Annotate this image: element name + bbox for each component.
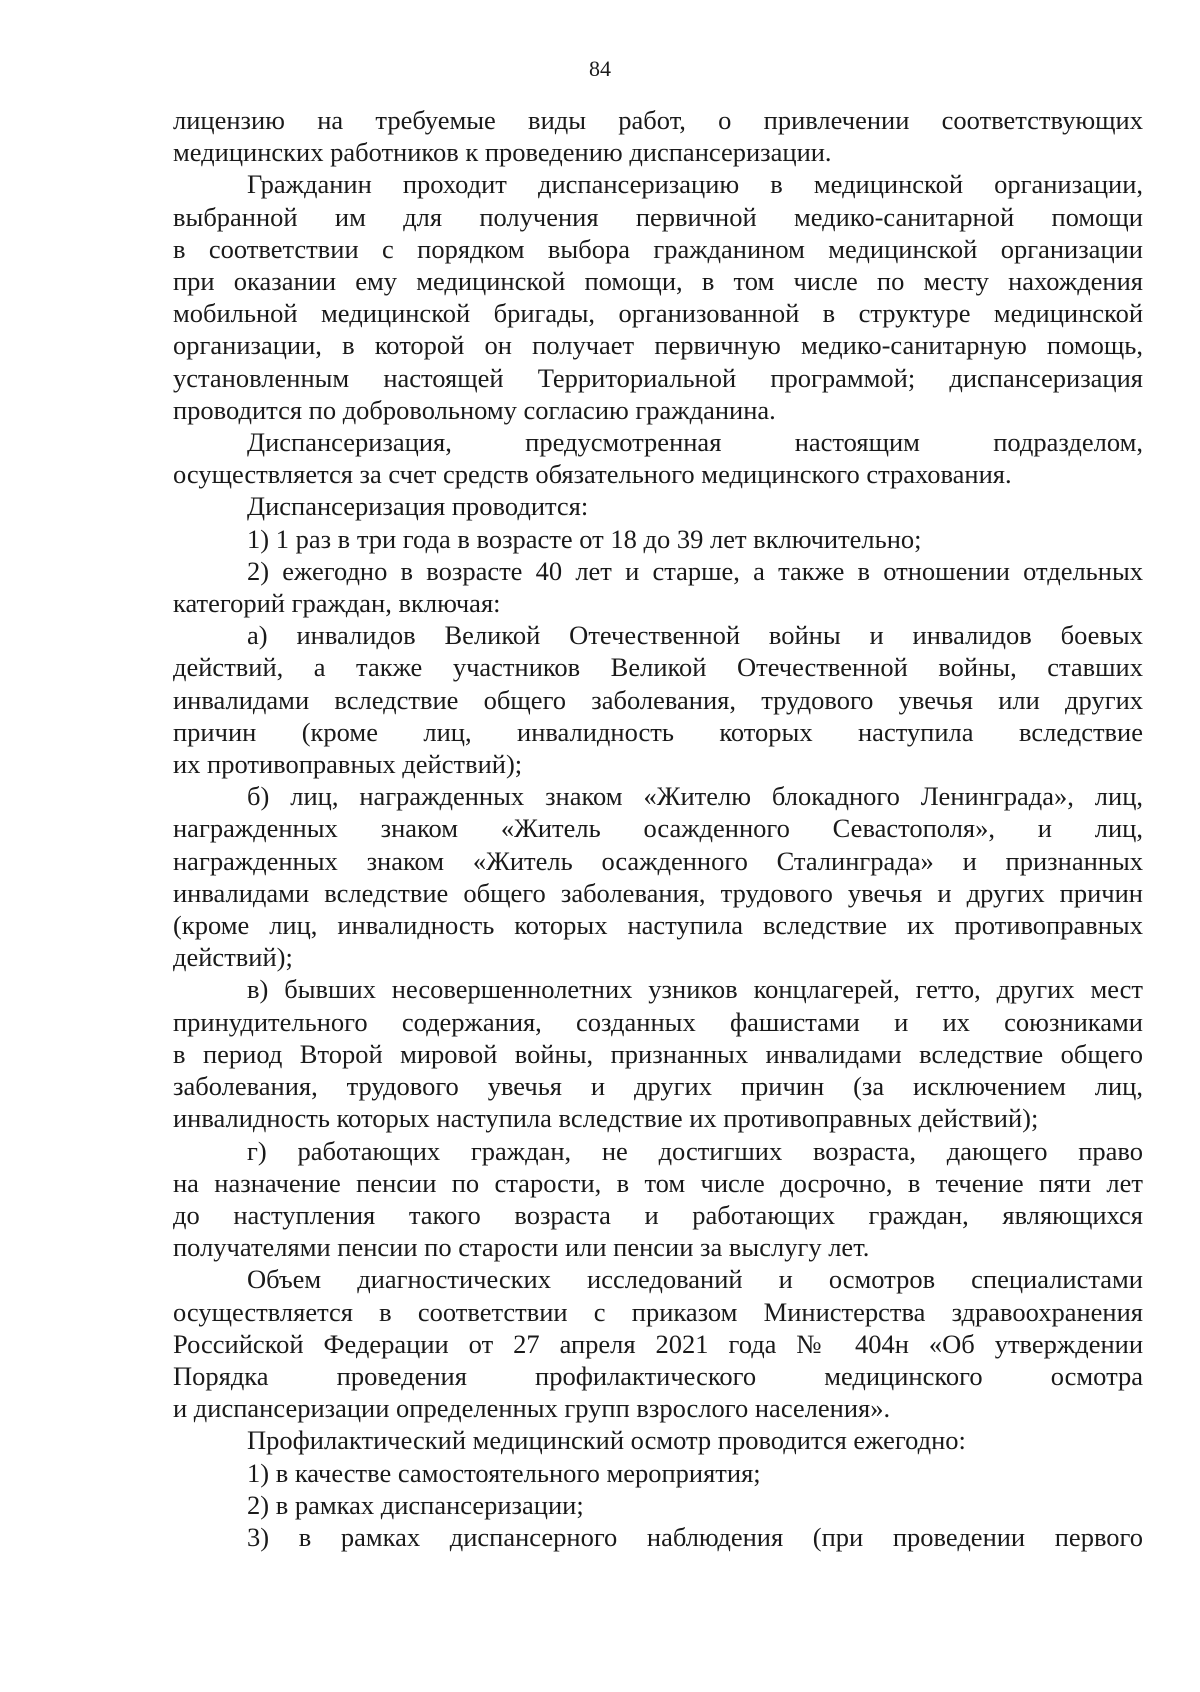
text-line: а) инвалидов Великой Отечественной войны и инвалидов боевых bbox=[247, 620, 1143, 651]
text-line: осуществляется в соответствии с приказом Министерства здравоохранения bbox=[173, 1296, 1143, 1327]
text-line: причин (кроме лиц, инвалидность которых наступила вследствие bbox=[173, 716, 1143, 747]
text-line: 2) ежегодно в возрасте 40 лет и старше, а также в отношении отдельных bbox=[247, 555, 1143, 586]
text-line: принудительного содержания, созданных фашистами и их союзниками bbox=[173, 1006, 1143, 1037]
text-line: установленным настоящей Территориальной программой; диспансеризация bbox=[173, 362, 1143, 393]
text-line: лицензию на требуемые виды работ, о привлечении соответствующих bbox=[173, 105, 1143, 135]
text-line: 1) в качестве самостоятельного мероприятия; bbox=[247, 1457, 761, 1488]
document-body bbox=[173, 104, 1143, 1553]
text-line: награжденных знаком «Житель осажденного Севастополя», и лиц, bbox=[173, 813, 1143, 844]
text-line: действий); bbox=[173, 942, 293, 973]
text-line: категорий граждан, включая: bbox=[173, 588, 501, 619]
text-line: Профилактический медицинский осмотр проводится ежегодно: bbox=[247, 1425, 966, 1456]
text-line: инвалидность которых наступила вследствие их противоправных действий); bbox=[173, 1103, 1039, 1134]
text-line: г) работающих граждан, не достигших возраста, дающего право bbox=[247, 1135, 1143, 1166]
text-line: инвалидами вследствие общего заболевания, трудового увечья или других bbox=[173, 684, 1143, 715]
text-line: Диспансеризация, предусмотренная настоящим подразделом, bbox=[247, 427, 1143, 458]
text-line: (кроме лиц, инвалидность которых наступила вследствие их противоправных bbox=[173, 910, 1143, 941]
text-line: 1) 1 раз в три года в возрасте от 18 до 39 лет включительно; bbox=[247, 523, 922, 554]
text-line: награжденных знаком «Житель осажденного Сталинграда» и признанных bbox=[173, 845, 1143, 876]
text-line: при оказании ему медицинской помощи, в том числе по месту нахождения bbox=[173, 266, 1143, 297]
text-line: 2) в рамках диспансеризации; bbox=[247, 1489, 584, 1520]
text-line: заболевания, трудового увечья и других причин (за исключением лиц, bbox=[173, 1071, 1143, 1102]
text-line: 3) в рамках диспансерного наблюдения (при проведении первого bbox=[247, 1521, 1143, 1552]
text-line: проводится по добровольному согласию гражданина. bbox=[173, 394, 776, 425]
text-line: Гражданин проходит диспансеризацию в медицинской организации, bbox=[247, 169, 1143, 200]
text-line: б) лиц, награжденных знаком «Жителю блокадного Ленинграда», лиц, bbox=[247, 781, 1143, 812]
text-line: Российской Федерации от 27 апреля 2021 года № 404н «Об утверждении bbox=[173, 1328, 1143, 1359]
text-line: инвалидами вследствие общего заболевания, трудового увечья и других причин bbox=[173, 877, 1143, 908]
text-line: Порядка проведения профилактического медицинского осмотра bbox=[173, 1360, 1143, 1391]
text-line: и диспансеризации определенных групп взрослого населения». bbox=[173, 1393, 891, 1424]
text-line: Объем диагностических исследований и осмотров специалистами bbox=[247, 1264, 1143, 1295]
text-line: Диспансеризация проводится: bbox=[247, 491, 589, 522]
text-line: медицинских работников к проведению диспансеризации. bbox=[173, 137, 832, 168]
text-line: их противоправных действий); bbox=[173, 749, 523, 780]
text-line: мобильной медицинской бригады, организованной в структуре медицинской bbox=[173, 298, 1143, 329]
page-number: 84 bbox=[589, 56, 611, 81]
text-line: в соответствии с порядком выбора гражданином медицинской организации bbox=[173, 233, 1143, 264]
text-line: действий, а также участников Великой Отечественной войны, ставших bbox=[173, 652, 1143, 683]
text-line: осуществляется за счет средств обязательного медицинского страхования. bbox=[173, 459, 1012, 490]
text-line: получателями пенсии по старости или пенсии за выслугу лет. bbox=[173, 1232, 870, 1263]
text-line: до наступления такого возраста и работающих граждан, являющихся bbox=[173, 1199, 1143, 1230]
text-line: выбранной им для получения первичной медико-санитарной помощи bbox=[173, 201, 1143, 232]
text-line: на назначение пенсии по старости, в том числе досрочно, в течение пяти лет bbox=[173, 1167, 1143, 1198]
text-line: в период Второй мировой войны, признанных инвалидами вследствие общего bbox=[173, 1038, 1143, 1069]
text-line: организации, в которой он получает первичную медико-санитарную помощь, bbox=[173, 330, 1143, 361]
text-line: в) бывших несовершеннолетних узников концлагерей, гетто, других мест bbox=[247, 974, 1143, 1005]
